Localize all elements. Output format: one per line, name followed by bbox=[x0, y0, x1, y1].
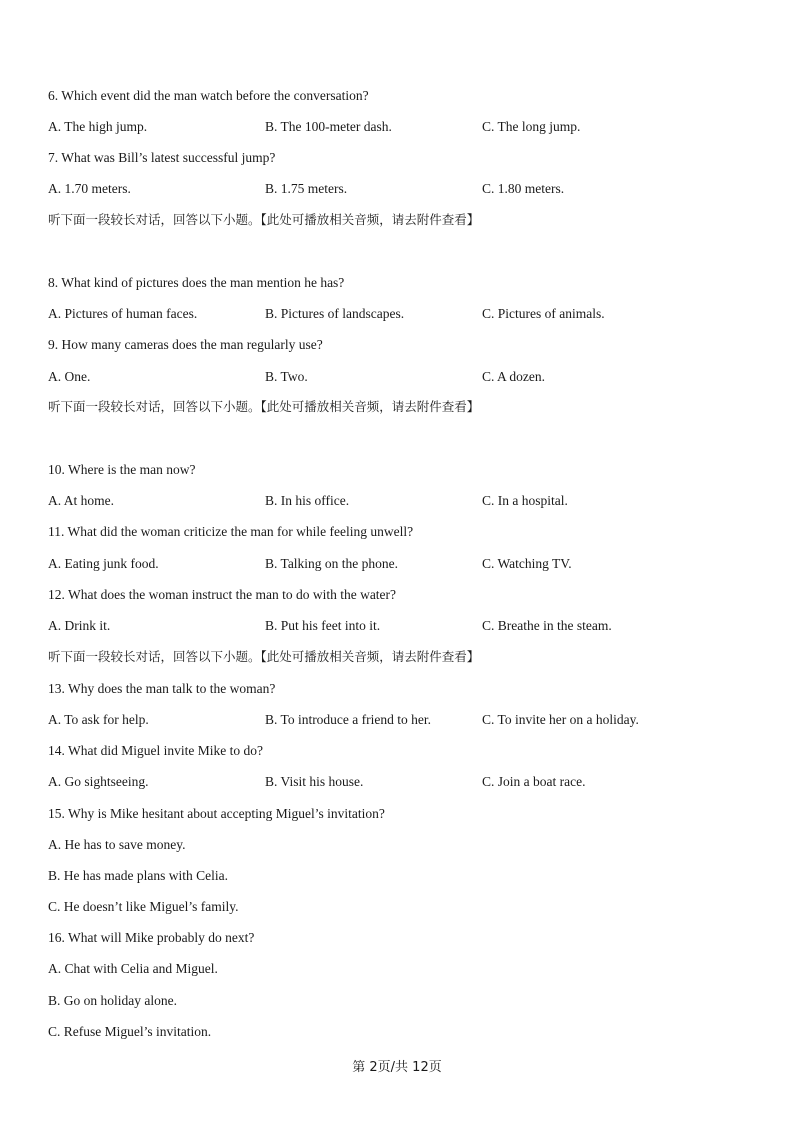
option-b: B. He has made plans with Celia. bbox=[48, 868, 228, 883]
option-a: A. Eating junk food. bbox=[48, 556, 159, 571]
option-c: C. He doesn’t like Miguel’s family. bbox=[48, 899, 239, 914]
option-b: B. In his office. bbox=[265, 493, 350, 508]
option-a: A. One. bbox=[48, 369, 91, 384]
option-b: B. Talking on the phone. bbox=[265, 556, 399, 571]
option-c: C. To invite her on a holiday. bbox=[482, 712, 639, 727]
option-b: B. Pictures of landscapes. bbox=[265, 306, 405, 321]
option-c: C. The long jump. bbox=[482, 119, 581, 134]
option-c: C. Join a boat race. bbox=[482, 774, 586, 789]
option-b: B. 1.75 meters. bbox=[265, 181, 348, 196]
option-c: C. 1.80 meters. bbox=[482, 181, 565, 196]
option-a: A. 1.70 meters. bbox=[48, 181, 131, 196]
question-stem: 12. What does the woman instruct the man to do with the water? bbox=[48, 587, 397, 602]
listening-instruction: 听下面一段较长对话，回答以下小题。【此处可播放相关音频，请去附件查看】 bbox=[48, 399, 480, 414]
option-a: A. Go sightseeing. bbox=[48, 774, 149, 789]
option-b: B. Put his feet into it. bbox=[265, 618, 381, 633]
page-footer: 第 2页/共 12页 bbox=[352, 1060, 442, 1075]
question-stem: 6. Which event did the man watch before the conversation? bbox=[48, 88, 369, 103]
option-a: A. Pictures of human faces. bbox=[48, 306, 198, 321]
option-a: A. The high jump. bbox=[48, 119, 148, 134]
question-stem: 13. Why does the man talk to the woman? bbox=[48, 681, 276, 696]
option-a: A. He has to save money. bbox=[48, 837, 186, 852]
option-b: B. Two. bbox=[265, 369, 308, 384]
option-a: A. Chat with Celia and Miguel. bbox=[48, 961, 218, 976]
option-c: C. Refuse Miguel’s invitation. bbox=[48, 1024, 212, 1039]
question-stem: 14. What did Miguel invite Mike to do? bbox=[48, 743, 263, 758]
option-b: B. To introduce a friend to her. bbox=[265, 712, 432, 727]
question-stem: 10. Where is the man now? bbox=[48, 462, 196, 477]
option-c: C. A dozen. bbox=[482, 369, 545, 384]
question-stem: 7. What was Bill’s latest successful jump? bbox=[48, 150, 276, 165]
option-a: A. To ask for help. bbox=[48, 712, 149, 727]
option-c: C. Breathe in the steam. bbox=[482, 618, 612, 633]
option-c: C. Watching TV. bbox=[482, 556, 572, 571]
question-stem: 16. What will Mike probably do next? bbox=[48, 930, 255, 945]
question-stem: 9. How many cameras does the man regularly use? bbox=[48, 337, 323, 352]
option-c: C. In a hospital. bbox=[482, 493, 568, 508]
option-a: A. Drink it. bbox=[48, 618, 111, 633]
option-c: C. Pictures of animals. bbox=[482, 306, 605, 321]
question-stem: 8. What kind of pictures does the man mention he has? bbox=[48, 275, 345, 290]
listening-instruction: 听下面一段较长对话，回答以下小题。【此处可播放相关音频，请去附件查看】 bbox=[48, 212, 480, 227]
option-b: B. Go on holiday alone. bbox=[48, 993, 177, 1008]
question-stem: 15. Why is Mike hesitant about accepting Miguel’s invitation? bbox=[48, 806, 385, 821]
option-a: A. At home. bbox=[48, 493, 114, 508]
listening-instruction: 听下面一段较长对话，回答以下小题。【此处可播放相关音频，请去附件查看】 bbox=[48, 649, 480, 664]
question-stem: 11. What did the woman criticize the man for while feeling unwell? bbox=[48, 524, 414, 539]
option-b: B. Visit his house. bbox=[265, 774, 364, 789]
option-b: B. The 100-meter dash. bbox=[265, 119, 392, 134]
